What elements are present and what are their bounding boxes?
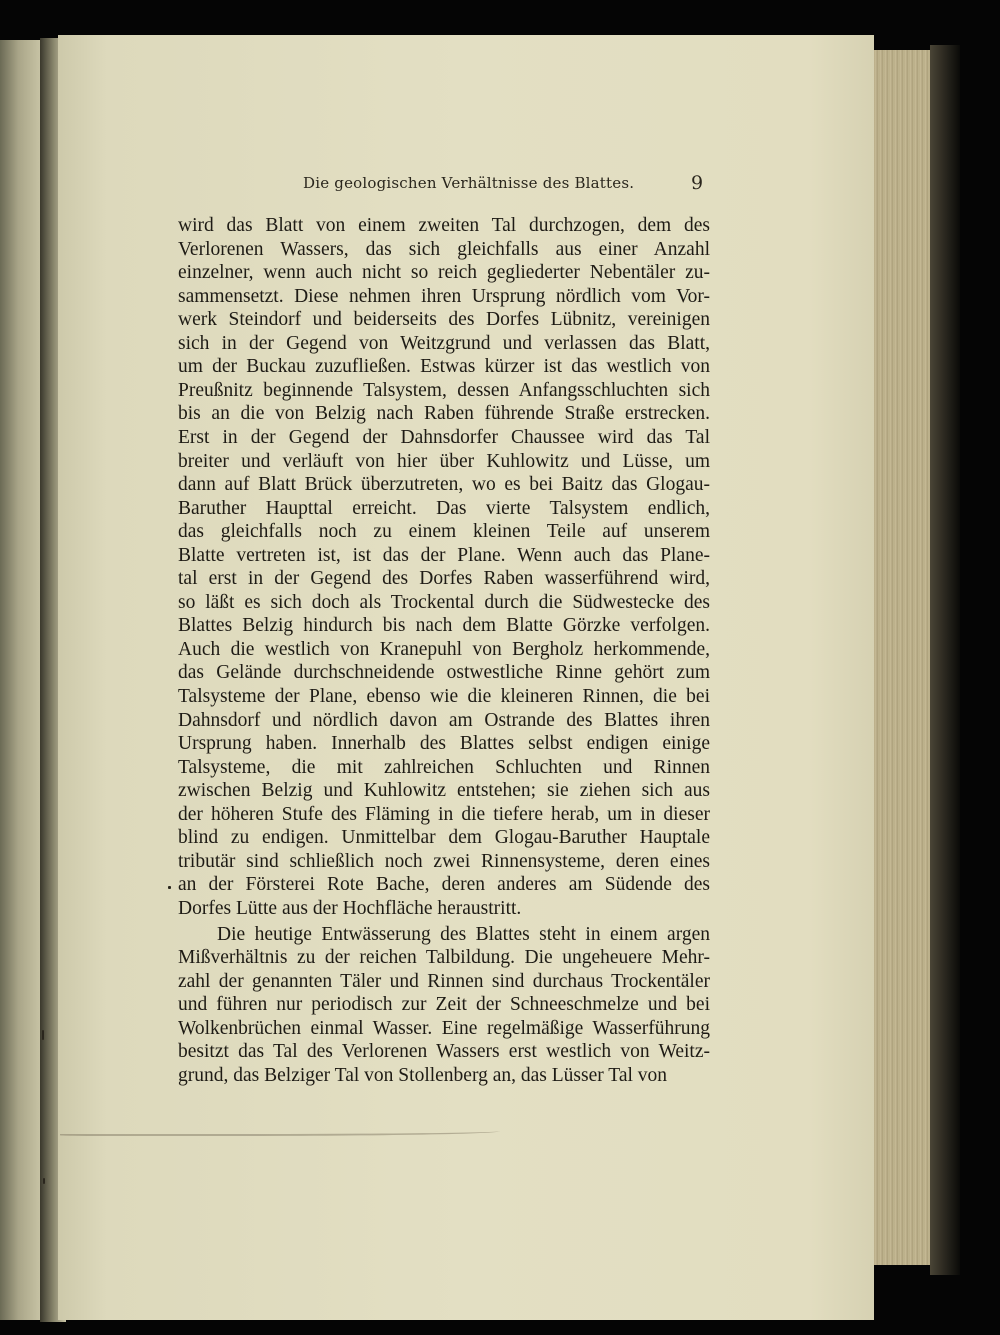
text-line: zahl der genannten Täler und Rinnen sind durchaus Trockentäler (178, 970, 710, 992)
text-line: werk Steindorf und beiderseits des Dorfes Lübnitz, vereinigen (178, 309, 710, 331)
text-line: Blatte vertreten ist, ist das der Plane. Wenn auch das Plane- (178, 544, 710, 566)
text-line: um der Buckau zuzufließen. Estwas kürzer ist das westlich von (178, 356, 710, 378)
text-line: Mißverhältnis zu der reichen Talbildung. Die ungeheuere Mehr- (178, 947, 710, 969)
margin-speck (168, 886, 171, 889)
text-line: Die heutige Entwässerung des Blattes steht in einem argen (217, 923, 710, 945)
text-line: Erst in der Gegend der Dahnsdorfer Chaussee wird das Tal (178, 426, 710, 448)
text-line: sich in der Gegend von Weitzgrund und verlassen das Blatt, (178, 332, 710, 354)
page-number: 9 (691, 172, 704, 194)
text-line: einzelner, wenn auch nicht so reich gegliederter Nebentäler zu- (178, 262, 710, 284)
text-line: an der Försterei Rote Bache, deren anderes am Südende des (178, 874, 710, 896)
text-line: tributär sind schließlich noch zwei Rinnensysteme, deren eines (178, 850, 710, 872)
text-line: zwischen Belzig und Kuhlowitz entstehen; sie ziehen sich aus (178, 780, 710, 802)
text-line: besitzt das Tal des Verlorenen Wassers erst westlich von Weitz- (178, 1041, 710, 1063)
text-line: und führen nur periodisch zur Zeit der Schneeschmelze und bei (178, 994, 710, 1016)
text-line: das Gelände durchschneidende ostwestliche Rinne gehört zum (178, 662, 710, 684)
margin-speck (42, 1030, 44, 1040)
text-line: Baruther Haupttal erreicht. Das vierte Talsystem endlich, (178, 497, 710, 519)
text-line: grund, das Belziger Tal von Stollenberg an, das Lüsser Tal von (178, 1064, 668, 1086)
text-line: wird das Blatt von einem zweiten Tal durchzogen, dem des (178, 215, 710, 236)
margin-speck (43, 1178, 45, 1184)
text-line: Blattes Belzig hindurch bis nach dem Blatte Görzke verfolgen. (178, 615, 710, 637)
page-edges-shadow (930, 45, 960, 1275)
page-edges (874, 50, 936, 1265)
running-title: Die geologischen Verhältnisse des Blattes. (303, 174, 635, 192)
text-line: Verlorenen Wassers, das sich gleichfalls aus einer Anzahl (178, 238, 710, 260)
text-line: Talsysteme der Plane, ebenso wie die kleineren Rinnen, die bei (178, 686, 710, 707)
text-line: Preußnitz beginnende Talsystem, dessen Anfangsschluchten sich (178, 379, 710, 401)
text-line: Dorfes Lütte aus der Hochfläche heraustritt. (178, 897, 522, 919)
text-line: Wolkenbrüchen einmal Wasser. Eine regelmäßige Wasserführung (178, 1017, 710, 1039)
text-line: bis an die von Belzig nach Raben führende Straße erstrecken. (178, 403, 710, 425)
text-line: breiter und verläuft von hier über Kuhlowitz und Lüsse, um (178, 450, 710, 472)
text-line: Ursprung haben. Innerhalb des Blattes selbst endigen einige (178, 733, 710, 755)
text-line: Auch die westlich von Kranepuhl von Bergholz herkommende, (178, 638, 710, 660)
text-line: der höheren Stufe des Fläming in die tiefere herab, um in dieser (178, 803, 710, 825)
text-line: blind zu endigen. Unmittelbar dem Glogau-Baruther Hauptale (178, 827, 710, 849)
text-line: Talsysteme, die mit zahlreichen Schluchten und Rinnen (178, 756, 710, 778)
text-line: Dahnsdorf und nördlich davon am Ostrande des Blattes ihren (178, 709, 710, 731)
text-line: tal erst in der Gegend des Dorfes Raben wasserführend wird, (178, 568, 710, 590)
text-line: sammensetzt. Diese nehmen ihren Ursprung nördlich vom Vor- (178, 285, 710, 307)
text-line: so läßt es sich doch als Trockental durch die Südwestecke des (178, 591, 710, 613)
text-line: das gleichfalls noch zu einem kleinen Teile auf unserem (178, 521, 710, 543)
text-line: dann auf Blatt Brück überzutreten, wo es bei Baitz das Glogau- (178, 474, 710, 496)
